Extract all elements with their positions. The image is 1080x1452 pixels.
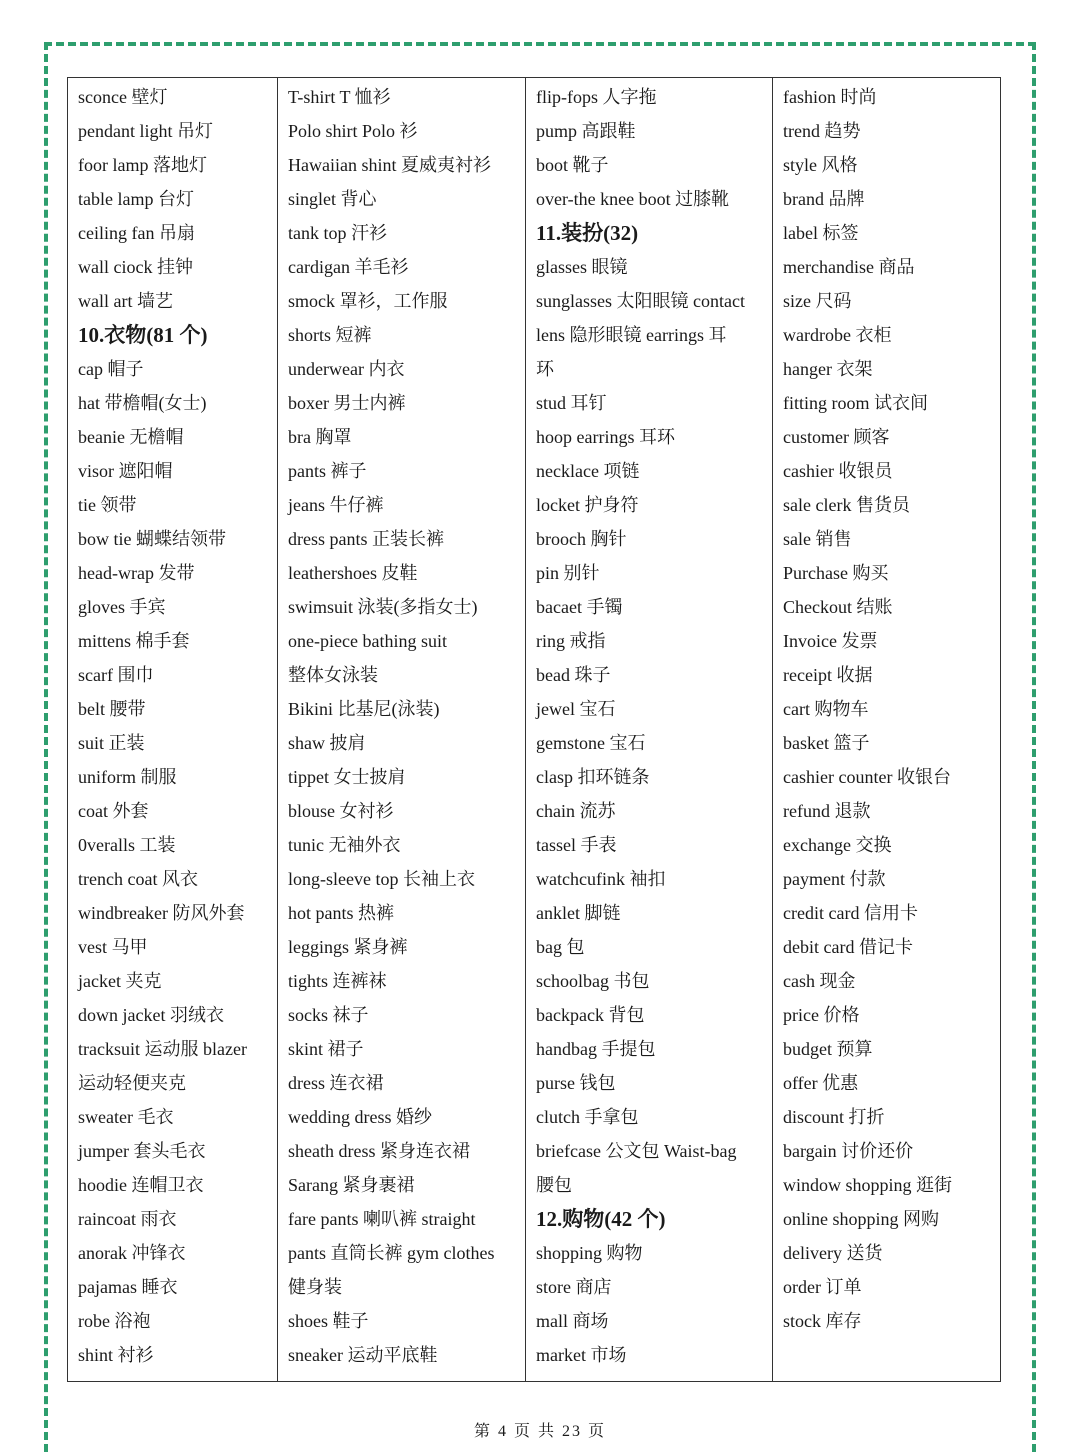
vocab-entry: backpack 背包 [536, 1005, 645, 1025]
vocab-entry: ceiling fan 吊扇 [78, 223, 195, 243]
vocab-entry: sneaker 运动平底鞋 [288, 1345, 438, 1365]
vocab-entry: customer 顾客 [783, 427, 890, 447]
vocab-entry: merchandise 商品 [783, 257, 915, 277]
vocab-entry: handbag 手提包 [536, 1039, 656, 1059]
vocab-column-2 [278, 78, 526, 1381]
vocab-entry: sconce 壁灯 [78, 87, 168, 107]
vocab-entry: bag 包 [536, 937, 585, 957]
vocab-entry: robe 浴袍 [78, 1311, 151, 1331]
vocab-entry: jeans 牛仔裤 [288, 495, 384, 515]
vocab-entry: wardrobe 衣柜 [783, 325, 892, 345]
vocab-entry: hoop earrings 耳环 [536, 427, 675, 447]
vocab-entry: wedding dress 婚纱 [288, 1107, 432, 1127]
vocab-entry: blouse 女衬衫 [288, 801, 394, 821]
vocab-entry: beanie 无檐帽 [78, 427, 184, 447]
vocab-entry: smock 罩衫，工作服 [288, 291, 448, 311]
vocab-entry: purse 钱包 [536, 1073, 616, 1093]
vocab-entry: underwear 内衣 [288, 359, 405, 379]
vocab-entry: Polo shirt Polo 衫 [288, 121, 418, 141]
vocab-entry: trench coat 风衣 [78, 869, 198, 889]
vocab-column-3 [526, 78, 773, 1381]
vocab-entry: tie 领带 [78, 495, 137, 515]
vocab-entry: fare pants 喇叭裤 straight [288, 1209, 476, 1229]
vocab-entry: dress pants 正装长裤 [288, 529, 444, 549]
vocab-entry: store 商店 [536, 1277, 612, 1297]
vocab-entry: 运动轻便夹克 [78, 1073, 186, 1093]
vocab-entry: sale 销售 [783, 529, 852, 549]
vocab-entry: stock 库存 [783, 1311, 862, 1331]
vocab-entry: socks 袜子 [288, 1005, 369, 1025]
vocab-entry: mall 商场 [536, 1311, 609, 1331]
vocab-entry: clasp 扣环链条 [536, 767, 650, 787]
vocab-entry: visor 遮阳帽 [78, 461, 173, 481]
vocab-entry: style 风格 [783, 155, 858, 175]
vocab-entry: anorak 冲锋衣 [78, 1243, 186, 1263]
vocab-entry: jacket 夹克 [78, 971, 162, 991]
vocab-entry: gloves 手宾 [78, 597, 166, 617]
vocab-entry: vest 马甲 [78, 937, 148, 957]
vocab-entry: tank top 汗衫 [288, 223, 387, 243]
vocab-entry: necklace 项链 [536, 461, 640, 481]
vocab-entry: 健身装 [288, 1277, 342, 1297]
vocab-entry: discount 打折 [783, 1107, 885, 1127]
vocab-entry: mittens 棉手套 [78, 631, 190, 651]
vocab-entry: windbreaker 防风外套 [78, 903, 245, 923]
vocab-entry: tracksuit 运动服 blazer [78, 1039, 247, 1059]
vocab-entry: brand 品牌 [783, 189, 865, 209]
vocab-entry: pin 别针 [536, 563, 600, 583]
vocab-entry: pants 直筒长裤 gym clothes [288, 1243, 495, 1263]
vocab-entry: online shopping 网购 [783, 1209, 939, 1229]
vocab-entry: credit card 信用卡 [783, 903, 918, 923]
vocab-entry: Bikini 比基尼(泳装) [288, 699, 440, 719]
vocab-entry: shint 衬衫 [78, 1345, 154, 1365]
vocab-entry: jumper 套头毛衣 [78, 1141, 206, 1161]
vocab-entry: hanger 衣架 [783, 359, 873, 379]
vocab-entry: lens 隐形眼镜 earrings 耳 [536, 325, 727, 345]
vocab-entry: refund 退款 [783, 801, 871, 821]
vocab-entry: shaw 披肩 [288, 733, 366, 753]
vocab-entry: price 价格 [783, 1005, 860, 1025]
page-footer: 第 4 页 共 23 页 [473, 1423, 606, 1440]
vocab-entry: singlet 背心 [288, 189, 377, 209]
vocab-entry: stud 耳钉 [536, 393, 607, 413]
vocab-entry: wall art 墙艺 [78, 291, 173, 311]
vocab-entry: sunglasses 太阳眼镜 contact [536, 291, 745, 311]
vocab-entry: Hawaiian shint 夏威夷衬衫 [288, 155, 491, 175]
vocab-entry: delivery 送货 [783, 1243, 883, 1263]
vocab-entry: over-the knee boot 过膝靴 [536, 189, 730, 209]
vocab-entry: one-piece bathing suit [288, 631, 447, 651]
section-heading: 12.购物(42 个) [536, 1207, 666, 1231]
vocab-entry: window shopping 逛街 [783, 1175, 953, 1195]
vocab-entry: bacaet 手镯 [536, 597, 623, 617]
vocab-entry: dress 连衣裙 [288, 1073, 384, 1093]
vocab-entry: schoolbag 书包 [536, 971, 650, 991]
vocab-entry: bow tie 蝴蝶结领带 [78, 529, 226, 549]
vocab-entry: skint 裙子 [288, 1039, 364, 1059]
vocab-entry: Invoice 发票 [783, 631, 878, 651]
vocab-entry: pump 高跟鞋 [536, 121, 636, 141]
section-heading: 11.装扮(32) [536, 221, 639, 245]
page-border-left [44, 42, 48, 1452]
vocab-entry: anklet 脚链 [536, 903, 621, 923]
vocab-entry: sweater 毛衣 [78, 1107, 174, 1127]
vocab-entry: 腰包 [536, 1175, 572, 1195]
vocab-entry: hat 带檐帽(女士) [78, 393, 207, 413]
vocab-entry: offer 优惠 [783, 1073, 859, 1093]
vocab-entry: jewel 宝石 [536, 699, 616, 719]
vocab-entry: table lamp 台灯 [78, 189, 194, 209]
vocab-entry: fitting room 试衣间 [783, 393, 928, 413]
vocab-entry: Sarang 紧身裹裙 [288, 1175, 415, 1195]
vocab-entry: briefcase 公文包 Waist-bag [536, 1141, 737, 1161]
vocab-entry: glasses 眼镜 [536, 257, 628, 277]
vocab-entry: shopping 购物 [536, 1243, 643, 1263]
vocab-entry: leggings 紧身裤 [288, 937, 408, 957]
vocab-entry: receipt 收据 [783, 665, 873, 685]
vocab-entry: chain 流苏 [536, 801, 616, 821]
section-heading: 10.衣物(81 个) [78, 323, 208, 347]
vocab-entry: down jacket 羽绒衣 [78, 1005, 224, 1025]
vocab-entry: order 订单 [783, 1277, 862, 1297]
vocab-entry: scarf 围巾 [78, 665, 154, 685]
vocab-entry: market 市场 [536, 1345, 627, 1365]
vocab-entry: 环 [536, 359, 554, 379]
vocabulary-table [67, 77, 1001, 1382]
vocab-entry: sale clerk 售货员 [783, 495, 910, 515]
vocab-entry: tights 连裤袜 [288, 971, 387, 991]
vocab-entry: boxer 男士内裤 [288, 393, 406, 413]
vocab-entry: cap 帽子 [78, 359, 144, 379]
vocab-entry: boot 靴子 [536, 155, 609, 175]
vocab-entry: flip-fops 人字拖 [536, 87, 657, 107]
vocab-column-4 [773, 78, 1000, 1381]
vocab-entry: watchcufink 袖扣 [536, 869, 666, 889]
vocab-entry: size 尺码 [783, 291, 852, 311]
vocab-entry: fashion 时尚 [783, 87, 877, 107]
vocab-entry: pendant light 吊灯 [78, 121, 213, 141]
vocab-entry: T-shirt T 恤衫 [288, 87, 391, 107]
vocab-entry: belt 腰带 [78, 699, 146, 719]
vocab-entry: label 标签 [783, 223, 859, 243]
vocab-entry: debit card 借记卡 [783, 937, 913, 957]
vocab-entry: bargain 讨价还价 [783, 1141, 914, 1161]
vocab-entry: bead 珠子 [536, 665, 611, 685]
vocab-entry: head-wrap 发带 [78, 563, 195, 583]
vocab-entry: hoodie 连帽卫衣 [78, 1175, 204, 1195]
vocab-entry: cash 现金 [783, 971, 856, 991]
vocab-entry: tunic 无袖外衣 [288, 835, 401, 855]
vocab-entry: swimsuit 泳装(多指女士) [288, 597, 478, 617]
vocab-entry: trend 趋势 [783, 121, 861, 141]
vocab-entry: cart 购物车 [783, 699, 869, 719]
vocab-entry: uniform 制服 [78, 767, 177, 787]
vocab-entry: pajamas 睡衣 [78, 1277, 178, 1297]
vocab-entry: cashier 收银员 [783, 461, 893, 481]
vocab-entry: tippet 女士披肩 [288, 767, 406, 787]
vocab-entry: shoes 鞋子 [288, 1311, 369, 1331]
vocab-entry: bra 胸罩 [288, 427, 352, 447]
vocab-entry: wall ciock 挂钟 [78, 257, 193, 277]
vocab-entry: 整体女泳装 [288, 665, 378, 685]
vocab-entry: shorts 短裤 [288, 325, 372, 345]
vocab-column-1 [68, 78, 278, 1381]
vocab-entry: clutch 手拿包 [536, 1107, 639, 1127]
vocab-entry: leathershoes 皮鞋 [288, 563, 418, 583]
vocab-entry: gemstone 宝石 [536, 733, 646, 753]
vocab-entry: ring 戒指 [536, 631, 606, 651]
vocab-entry: cardigan 羊毛衫 [288, 257, 409, 277]
vocab-entry: suit 正装 [78, 733, 145, 753]
vocab-entry: payment 付款 [783, 869, 886, 889]
vocab-entry: 0veralls 工装 [78, 835, 176, 855]
vocab-entry: cashier counter 收银台 [783, 767, 951, 787]
page-border-top [44, 42, 1036, 46]
vocab-entry: tassel 手表 [536, 835, 617, 855]
vocab-entry: long-sleeve top 长袖上衣 [288, 869, 475, 889]
vocab-entry: brooch 胸针 [536, 529, 627, 549]
vocab-entry: basket 篮子 [783, 733, 870, 753]
vocab-entry: raincoat 雨衣 [78, 1209, 177, 1229]
vocab-entry: coat 外套 [78, 801, 149, 821]
vocab-entry: Purchase 购买 [783, 563, 889, 583]
vocab-entry: budget 预算 [783, 1039, 873, 1059]
vocab-entry: sheath dress 紧身连衣裙 [288, 1141, 470, 1161]
page-border-right [1032, 42, 1036, 1452]
vocab-entry: locket 护身符 [536, 495, 639, 515]
vocab-entry: exchange 交换 [783, 835, 892, 855]
vocab-entry: Checkout 结账 [783, 597, 893, 617]
vocab-entry: foor lamp 落地灯 [78, 155, 207, 175]
vocab-entry: hot pants 热裤 [288, 903, 394, 923]
vocab-entry: pants 裤子 [288, 461, 367, 481]
